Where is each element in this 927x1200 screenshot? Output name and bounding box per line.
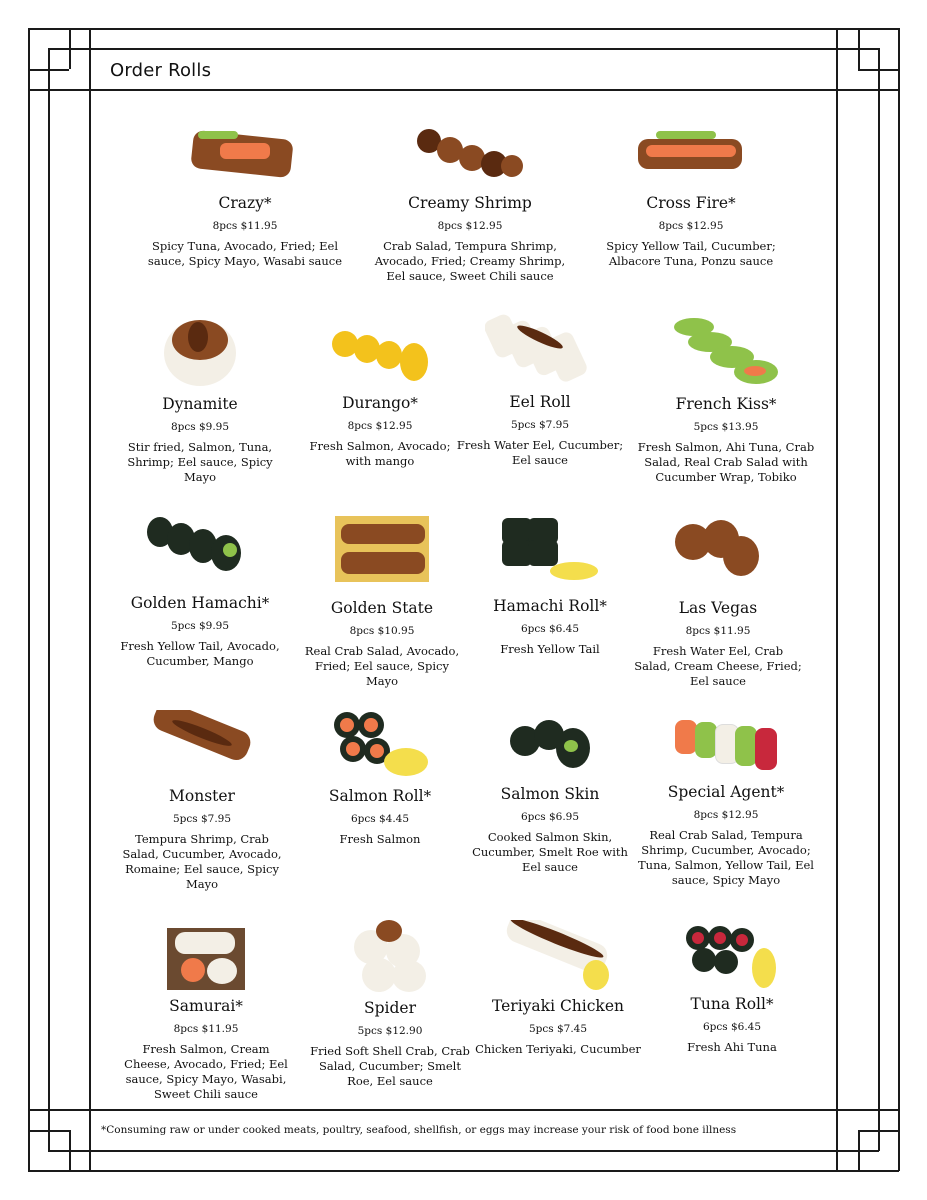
roll-price: 5pcs $13.95	[693, 421, 759, 433]
roll-photo	[190, 125, 300, 185]
roll-item-golden-hamachi	[116, 515, 284, 669]
roll-price: 8pcs $10.95	[349, 625, 415, 637]
roll-item-golden-state	[298, 516, 466, 689]
roll-description: Fresh Ahi Tuna	[687, 1040, 777, 1054]
roll-item-monster	[118, 710, 286, 892]
roll-item-durango	[296, 325, 464, 469]
roll-photo	[508, 716, 592, 778]
roll-item-salmon-roll	[296, 708, 464, 847]
page-title: Order Rolls	[110, 60, 212, 81]
roll-price: 5pcs $9.95	[170, 620, 230, 632]
roll-price: 6pcs $4.45	[350, 813, 410, 825]
roll-price: 5pcs $12.90	[357, 1025, 423, 1037]
roll-name: Teriyaki Chicken	[492, 997, 624, 1015]
roll-photo	[636, 125, 746, 185]
roll-name: Las Vegas	[678, 599, 758, 617]
roll-price: 8pcs $11.95	[212, 220, 278, 232]
roll-description: Fried Soft Shell Crab, Crab Salad, Cucumber; Smelt Roe, Eel sauce	[310, 1044, 470, 1088]
roll-name: Crazy	[218, 194, 264, 212]
roll-photo	[145, 515, 255, 577]
roll-photo	[330, 708, 430, 780]
roll-photo	[330, 325, 430, 385]
roll-price: 8pcs $12.95	[693, 809, 759, 821]
roll-price: 5pcs $7.95	[172, 813, 232, 825]
roll-name: Golden Hamachi	[130, 594, 262, 612]
roll-description: Fresh Salmon, Cream Cheese, Avocado, Fried; Eel sauce, Spicy Mayo, Wasabi, Sweet Chili sauce	[124, 1042, 288, 1101]
roll-photo	[673, 714, 779, 776]
raw-star: *	[776, 783, 785, 801]
roll-description: Tempura Shrimp, Crab Salad, Cucumber, Avocado, Romaine; Eel sauce, Spicy Mayo	[122, 832, 282, 891]
roll-photo	[350, 920, 430, 994]
roll-photo	[415, 125, 525, 185]
roll-item-crazy	[140, 125, 350, 269]
raw-star: *	[599, 597, 607, 615]
roll-photo	[682, 922, 782, 990]
roll-photo	[150, 710, 254, 776]
roll-description: Real Crab Salad, Avocado, Fried; Eel sauce, Spicy Mayo	[304, 644, 460, 688]
roll-price: 5pcs $7.95	[510, 419, 570, 431]
roll-description: Fresh Yellow Tail	[500, 642, 600, 656]
roll-description: Fresh Water Eel, Cucumber; Eel sauce	[456, 438, 624, 467]
roll-name: Salmon Roll	[328, 787, 424, 805]
roll-name: Eel Roll	[509, 393, 571, 411]
roll-item-samurai	[122, 928, 290, 1102]
raw-star: *	[423, 787, 432, 805]
raw-star: *	[765, 995, 774, 1013]
roll-name: Hamachi Roll	[493, 597, 600, 615]
raw-star: *	[768, 395, 777, 413]
roll-photo	[160, 316, 240, 388]
roll-item-teriyaki-chicken	[466, 920, 650, 1057]
roll-item-hamachi-roll	[466, 514, 634, 657]
roll-description: Fresh Water Eel, Crab Salad, Cream Cheese, Fried; Eel sauce	[634, 644, 802, 688]
roll-price: 6pcs $6.45	[520, 623, 580, 635]
roll-item-french-kiss	[636, 314, 816, 485]
roll-item-las-vegas	[634, 516, 802, 689]
roll-description: Fresh Yellow Tail, Avocado, Cucumber, Mango	[120, 639, 280, 668]
roll-description: Fresh Salmon, Ahi Tuna, Crab Salad, Real Crab Salad with Cucumber Wrap, Tobiko	[637, 440, 815, 484]
raw-star: *	[728, 194, 736, 212]
roll-description: Crab Salad, Tempura Shrimp, Avocado, Fried; Creamy Shrimp, Eel sauce, Sweet Chili sauce	[374, 239, 566, 283]
roll-description: Cooked Salmon Skin, Cucumber, Smelt Roe with Eel sauce	[472, 830, 628, 874]
roll-name: Golden State	[330, 599, 434, 617]
roll-description: Spicy Yellow Tail, Cucumber; Albacore Tuna, Ponzu sauce	[606, 239, 776, 268]
roll-photo	[503, 920, 613, 996]
roll-price: 8pcs $12.95	[347, 420, 413, 432]
roll-name: Salmon Skin	[500, 785, 600, 803]
roll-description: Chicken Teriyaki, Cucumber	[475, 1042, 641, 1056]
roll-name: Durango	[342, 394, 411, 412]
roll-item-special-agent	[636, 714, 816, 888]
roll-description: Spicy Tuna, Avocado, Fried; Eel sauce, Spicy Mayo, Wasabi sauce	[147, 239, 343, 268]
raw-star: *	[261, 594, 270, 612]
roll-name: Samurai	[169, 997, 236, 1015]
roll-description: Stir fried, Salmon, Tuna, Shrimp; Eel sauce, Spicy Mayo	[127, 440, 273, 484]
roll-name: Cross Fire	[646, 194, 729, 212]
roll-item-eel-roll	[456, 312, 624, 468]
raw-star: *	[410, 394, 418, 412]
raw-star: *	[263, 194, 272, 212]
roll-name: Creamy Shrimp	[408, 194, 532, 212]
allergy-footnote: *Consuming raw or under cooked meats, poultry, seafood, shellfish, or eggs may increase your risk of food bone illness	[101, 1124, 737, 1136]
roll-photo	[498, 514, 602, 584]
roll-photo	[167, 928, 245, 990]
roll-name: Tuna Roll	[690, 995, 766, 1013]
roll-item-tuna-roll	[648, 922, 816, 1055]
roll-price: 8pcs $12.95	[437, 220, 503, 232]
roll-item-salmon-skin	[466, 716, 634, 875]
roll-name: Special Agent	[667, 783, 777, 801]
roll-photo	[485, 312, 595, 384]
roll-name: Spider	[363, 999, 416, 1017]
roll-photo	[673, 516, 763, 582]
roll-price: 6pcs $6.95	[520, 811, 580, 823]
roll-item-spider	[306, 920, 474, 1089]
roll-description: Real Crab Salad, Tempura Shrimp, Cucumber, Avocado; Tuna, Salmon, Yellow Tail, Eel sauce, Spicy Mayo	[638, 828, 814, 887]
roll-item-creamy-shrimp	[365, 125, 575, 284]
roll-description: Fresh Salmon, Avocado; with mango	[309, 439, 451, 468]
roll-price: 8pcs $11.95	[173, 1023, 239, 1035]
roll-price: 8pcs $9.95	[170, 421, 230, 433]
roll-item-dynamite	[116, 316, 284, 485]
roll-name: Monster	[169, 787, 235, 805]
roll-price: 8pcs $12.95	[658, 220, 724, 232]
roll-photo	[335, 516, 429, 582]
roll-price: 8pcs $11.95	[685, 625, 751, 637]
roll-description: Fresh Salmon	[339, 832, 421, 846]
roll-price: 6pcs $6.45	[702, 1021, 762, 1033]
roll-price: 5pcs $7.45	[528, 1023, 588, 1035]
roll-name: French Kiss	[675, 395, 769, 413]
roll-name: Dynamite	[162, 395, 238, 413]
roll-item-cross-fire	[586, 125, 796, 269]
raw-star: *	[235, 997, 243, 1015]
roll-photo	[674, 314, 778, 386]
